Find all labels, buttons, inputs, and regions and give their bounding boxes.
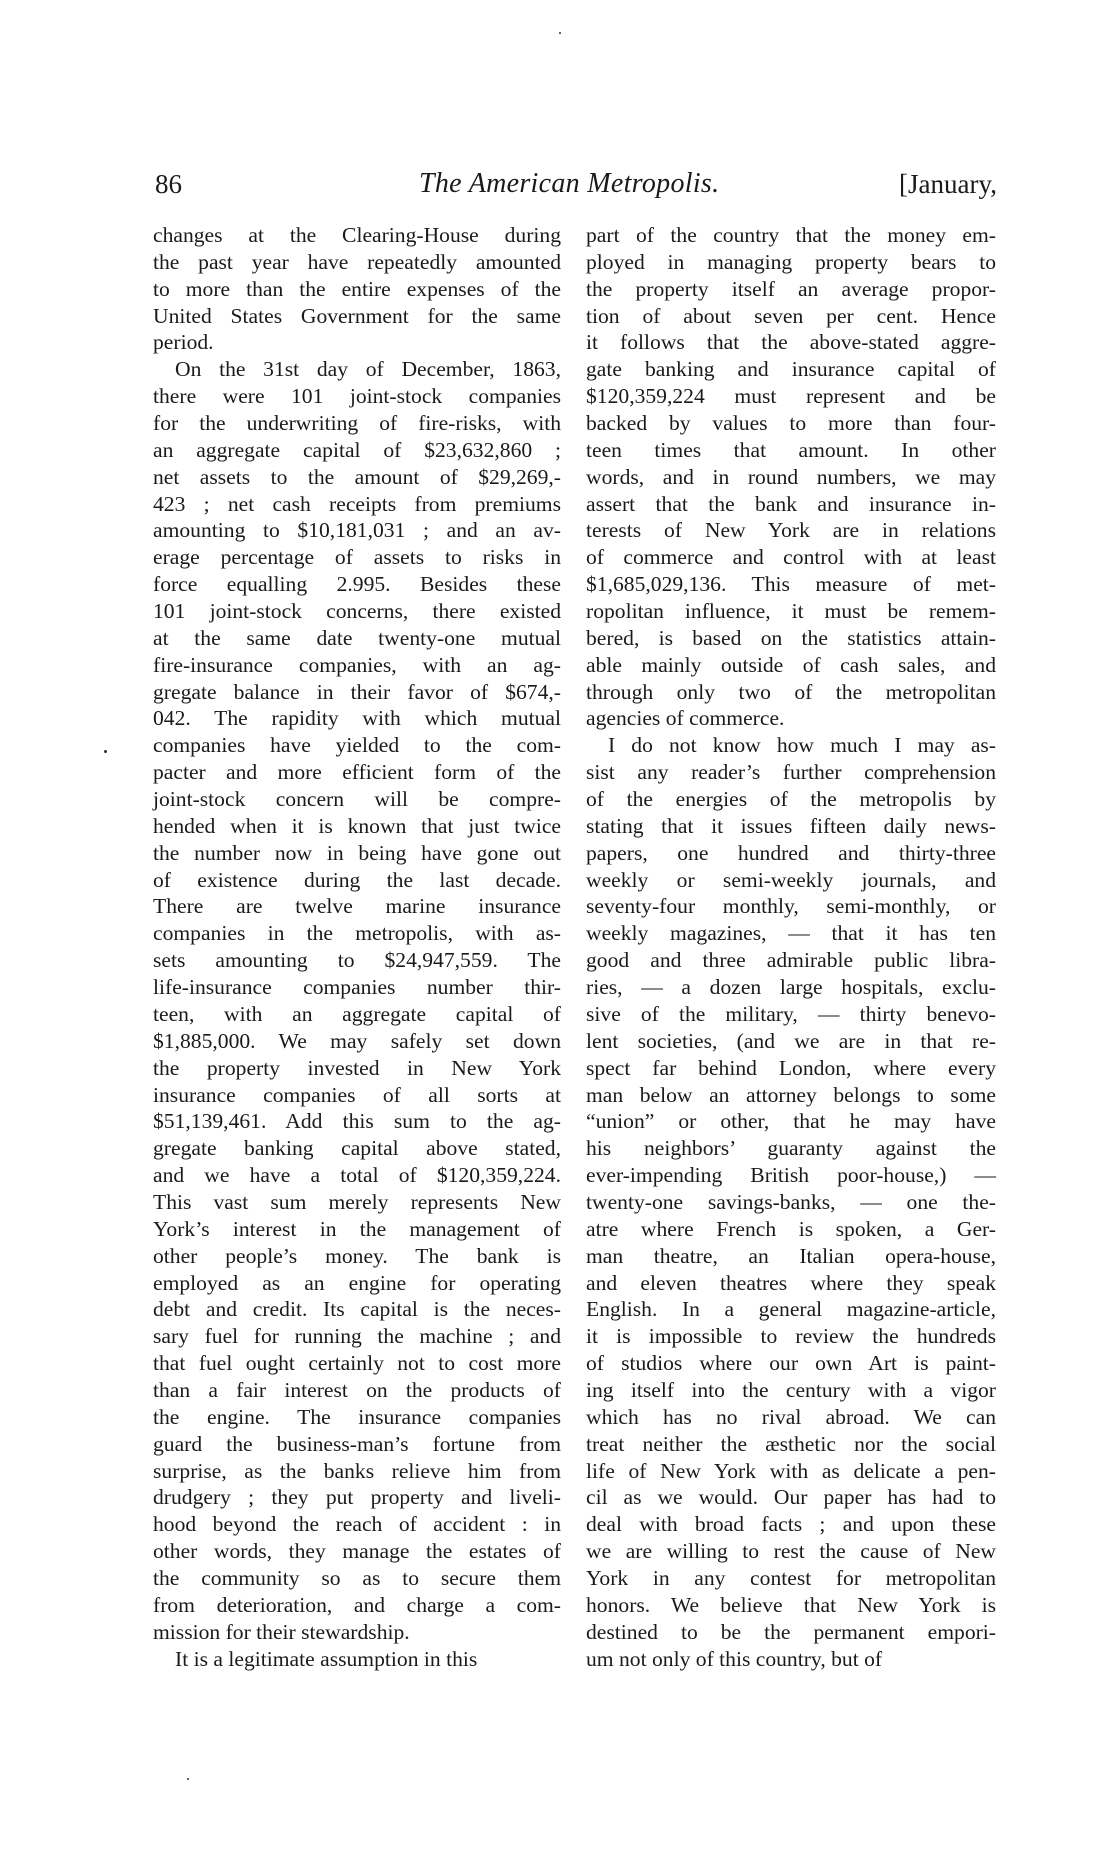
stray-dot-mark	[559, 32, 561, 34]
text-line: assert that the bank and insurance in-	[586, 491, 996, 516]
text-line: pacter and more efficient form of the	[153, 760, 561, 785]
text-line: we are willing to rest the cause of New	[586, 1539, 996, 1564]
text-line: force equalling 2.995. Besides these	[153, 572, 561, 597]
text-line: for the underwriting of fire-risks, with	[153, 411, 561, 436]
text-line: weekly or semi-weekly journals, and	[586, 867, 996, 892]
text-line: insurance companies of all sorts at	[153, 1082, 561, 1107]
text-line: of commerce and control with at least	[586, 545, 996, 570]
text-line: amounting to $10,181,031 ; and an av-	[153, 518, 561, 543]
text-line: his neighbors’ guaranty against the	[586, 1136, 996, 1161]
text-line: ries, — a dozen large hospitals, exclu-	[586, 975, 996, 1000]
text-line: terests of New York are in relations	[586, 518, 996, 543]
text-line: $51,139,461. Add this sum to the ag-	[153, 1109, 561, 1134]
text-line: stating that it issues fifteen daily news-	[586, 813, 996, 838]
text-line: 042. The rapidity with which mutual	[153, 706, 561, 731]
text-line: the property invested in New York	[153, 1055, 561, 1080]
text-line: ever-impending British poor-house,) —	[586, 1163, 996, 1188]
text-line: companies in the metropolis, with as-	[153, 921, 561, 946]
text-line: um not only of this country, but of	[586, 1646, 883, 1671]
text-line: 101 joint-stock concerns, there existed	[153, 599, 561, 624]
text-line: lent societies, (and we are in that re-	[586, 1028, 996, 1053]
text-line: through only two of the metropolitan	[586, 679, 996, 704]
text-line: atre where French is spoken, a Ger-	[586, 1216, 996, 1241]
text-line: it follows that the above-stated aggre-	[586, 330, 996, 355]
right-column	[586, 222, 996, 1672]
text-line: the property itself an average propor-	[586, 276, 996, 301]
text-line: period.	[153, 330, 214, 355]
text-line: of studios where our own Art is paint-	[586, 1351, 996, 1376]
text-line: the number now in being have gone out	[153, 840, 561, 865]
text-line: of the energies of the metropolis by	[586, 787, 996, 812]
text-line: “union” or other, that he may have	[586, 1109, 996, 1134]
text-line: ployed in managing property bears to	[586, 249, 996, 274]
text-line: drudgery ; they put property and liveli-	[153, 1485, 561, 1510]
page-number: 86	[155, 169, 182, 199]
running-head	[155, 164, 997, 204]
text-line: debt and credit. Its capital is the neces-	[153, 1297, 561, 1322]
text-line: spect far behind London, where every	[586, 1055, 996, 1080]
text-line: other people’s money. The bank is	[153, 1243, 561, 1268]
text-line: hood beyond the reach of accident : in	[153, 1512, 561, 1537]
text-line: deal with broad facts ; and upon these	[586, 1512, 996, 1537]
text-line: seventy-four monthly, semi-monthly, or	[586, 894, 996, 919]
text-line: This vast sum merely represents New	[153, 1189, 561, 1214]
text-line: joint-stock concern will be compre-	[153, 787, 561, 812]
text-line: destined to be the permanent empori-	[586, 1619, 996, 1644]
text-line: gregate balance in their favor of $674,-	[153, 679, 561, 704]
text-line: words, and in round numbers, we may	[586, 464, 996, 489]
text-line: treat neither the æsthetic nor the social	[586, 1431, 996, 1456]
text-line: It is a legitimate assumption in this	[175, 1646, 478, 1671]
running-title: The American Metropolis.	[419, 168, 720, 199]
text-line: On the 31st day of December, 1863,	[175, 357, 561, 382]
text-line: papers, one hundred and thirty-three	[586, 840, 996, 865]
text-line: guard the business-man’s fortune from	[153, 1431, 561, 1456]
text-line: surprise, as the banks relieve him from	[153, 1458, 561, 1483]
text-line: $120,359,224 must represent and be	[586, 384, 996, 409]
text-line: part of the country that the money em-	[586, 223, 996, 247]
text-line: weekly magazines, — that it has ten	[586, 921, 996, 946]
text-line: able mainly outside of cash sales, and	[586, 652, 996, 677]
text-line: gregate banking capital above stated,	[153, 1136, 561, 1161]
text-line: gate banking and insurance capital of	[586, 357, 996, 382]
text-line: and eleven theatres where they speak	[586, 1270, 996, 1295]
text-line: York in any contest for metropolitan	[586, 1565, 996, 1590]
running-month: [January,	[899, 169, 997, 199]
text-line: teen, with an aggregate capital of	[153, 1001, 561, 1026]
text-line: teen times that amount. In other	[586, 437, 996, 462]
text-line: fire-insurance companies, with an ag-	[153, 652, 561, 677]
text-line: mission for their stewardship.	[153, 1619, 410, 1644]
text-line: $1,685,029,136. This measure of met-	[586, 572, 996, 597]
text-line: from deterioration, and charge a com-	[153, 1592, 561, 1617]
text-line: ropolitan influence, it must be remem-	[586, 599, 996, 624]
text-line: of existence during the last decade.	[153, 867, 561, 892]
text-line: $1,885,000. We may safely set down	[153, 1028, 561, 1053]
text-line: life of New York with as delicate a pen-	[586, 1458, 996, 1483]
text-line: than a fair interest on the products of	[153, 1377, 561, 1402]
text-line: erage percentage of assets to risks in	[153, 545, 561, 570]
text-line: twenty-one savings-banks, — one the-	[586, 1189, 996, 1214]
text-line: English. In a general magazine-article,	[586, 1297, 996, 1322]
text-line: bered, is based on the statistics attain-	[586, 625, 996, 650]
text-line: the community so as to secure them	[153, 1565, 561, 1590]
text-line: There are twelve marine insurance	[153, 894, 561, 919]
text-line: that fuel ought certainly not to cost more	[153, 1351, 561, 1376]
text-line: and we have a total of $120,359,224.	[153, 1163, 561, 1188]
text-line: York’s interest in the management of	[153, 1216, 561, 1241]
text-line: life-insurance companies number thir-	[153, 975, 561, 1000]
text-line: to more than the entire expenses of the	[153, 276, 561, 301]
stray-dot-mark	[187, 1778, 189, 1780]
text-line: sist any reader’s further comprehension	[586, 760, 996, 785]
text-line: at the same date twenty-one mutual	[153, 625, 561, 650]
text-line: changes at the Clearing-House during	[153, 223, 561, 247]
text-line: hended when it is known that just twice	[153, 813, 561, 838]
text-line: man theatre, an Italian opera-house,	[586, 1243, 996, 1268]
text-line: honors. We believe that New York is	[586, 1592, 996, 1617]
text-line: sive of the military, — thirty benevo-	[586, 1001, 996, 1026]
text-line: agencies of commerce.	[586, 706, 785, 731]
text-line: 423 ; net cash receipts from premiums	[153, 491, 561, 516]
text-line: man below an attorney belongs to some	[586, 1082, 996, 1107]
text-line: backed by values to more than four-	[586, 411, 996, 436]
text-line: tion of about seven per cent. Hence	[586, 303, 996, 328]
text-line: companies have yielded to the com-	[153, 733, 561, 758]
text-line: ing itself into the century with a vigor	[586, 1377, 996, 1402]
text-line: sary fuel for running the machine ; and	[153, 1324, 561, 1349]
text-line: there were 101 joint-stock companies	[153, 384, 561, 409]
text-line: cil as we would. Our paper has had to	[586, 1485, 996, 1510]
text-line: it is impossible to review the hundreds	[586, 1324, 996, 1349]
text-line: net assets to the amount of $29,269,-	[153, 464, 561, 489]
text-line: which has no rival abroad. We can	[586, 1404, 996, 1429]
text-line: other words, they manage the estates of	[153, 1539, 561, 1564]
text-line: I do not know how much I may as-	[608, 733, 996, 758]
text-line: good and three admirable public libra-	[586, 948, 996, 973]
text-line: the past year have repeatedly amounted	[153, 249, 561, 274]
text-line: employed as an engine for operating	[153, 1270, 561, 1295]
text-line: an aggregate capital of $23,632,860 ;	[153, 437, 561, 462]
left-column	[153, 222, 561, 1672]
text-line: United States Government for the same	[153, 303, 561, 328]
text-line: sets amounting to $24,947,559. The	[153, 948, 561, 973]
text-line: the engine. The insurance companies	[153, 1404, 561, 1429]
stray-dot-mark	[104, 750, 107, 753]
